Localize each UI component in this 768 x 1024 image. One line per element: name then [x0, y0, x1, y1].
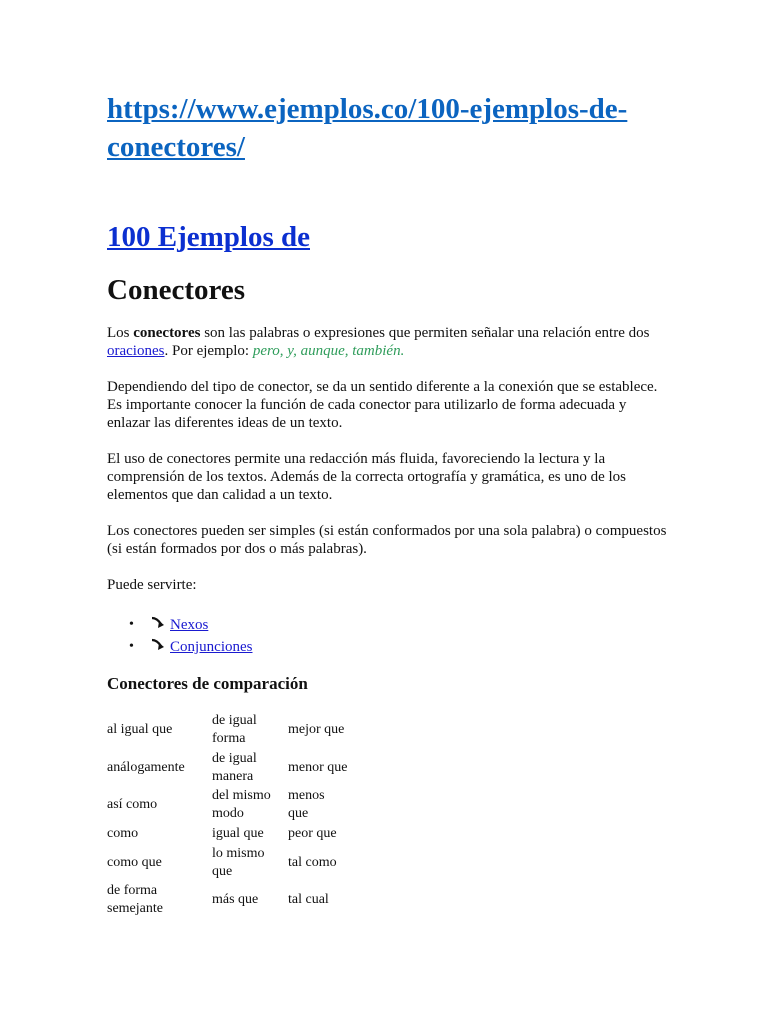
source-url-link[interactable]: https://www.ejemplos.co/100-ejemplos-de-conectores/ [107, 93, 628, 163]
page-title-link[interactable]: 100 Ejemplos de [107, 221, 310, 253]
paragraph-simples-compuestos: Los conectores pueden ser simples (si están conformados por una sola palabra) o compuestos (si están formados por dos o más palabras). [107, 523, 667, 557]
table-cell: como [107, 826, 139, 841]
table-cell: de forma semejante [107, 883, 163, 916]
table-cell: tal cual [288, 892, 329, 907]
table-cell: lo mismo que [212, 845, 265, 879]
intro-middle: son las palabras o expresiones que permiten señalar una relación entre dos [200, 325, 650, 341]
bullet-icon: • [129, 617, 134, 632]
section-heading-comparacion: Conectores de comparación [107, 674, 308, 693]
table-cell: como que [107, 854, 162, 870]
intro-examples: pero, y, aunque, también. [252, 343, 405, 359]
table-cell: al igual que [107, 722, 173, 737]
table-row [107, 749, 368, 786]
table-row [107, 711, 368, 749]
table-row [107, 824, 368, 844]
connectors-table [107, 711, 368, 919]
table-cell: tal como [288, 854, 337, 870]
intro-prefix: Los [107, 325, 134, 341]
curved-arrow-icon [151, 638, 169, 652]
related-link-nexos[interactable]: Nexos [170, 617, 209, 633]
table-cell: más que [212, 892, 259, 907]
intro-bold-word: conectores [133, 325, 201, 341]
paragraph-tipo-conector: Dependiendo del tipo de conector, se da un sentido diferente a la conexión que se establece. Es importante conocer la función de cada conector para utilizarlo de forma adecuada y enlazar las diferentes ideas de un texto. [107, 379, 658, 431]
table-cell [288, 786, 368, 824]
source-url-heading [107, 90, 667, 166]
table-cell: de igual manera [212, 750, 257, 784]
paragraph-puede-servirte: Puede servirte: [107, 577, 197, 593]
table-cell: mejor que [288, 722, 345, 737]
table-cell: peor que [288, 826, 337, 841]
table-cell: análogamente [107, 759, 185, 775]
table-cell: de igual forma [212, 713, 257, 746]
table-row [107, 786, 368, 824]
oraciones-link[interactable]: oraciones [107, 343, 165, 359]
intro-after-link: . Por ejemplo: [164, 343, 253, 359]
intro-paragraph [107, 324, 667, 360]
related-link-conjunciones[interactable]: Conjunciones [170, 639, 253, 655]
paragraph-uso-conectores: El uso de conectores permite una redacción más fluida, favoreciendo la lectura y la comprensión de los textos. Además de la correcta ortografía y gramática, es uno de los elementos que dan calidad a un texto. [107, 451, 626, 503]
list-item [107, 636, 253, 658]
table-cell: igual que [212, 826, 264, 841]
curved-arrow-icon [151, 616, 169, 630]
list-item [107, 614, 253, 636]
page-title-line1 [107, 218, 310, 256]
table-row [107, 844, 368, 881]
table-cell-text: menos que [288, 788, 325, 821]
table-row [107, 881, 368, 919]
related-links-list [107, 614, 253, 658]
table-cell: menor que [288, 759, 348, 775]
bullet-icon: • [129, 639, 134, 654]
page-title-text: Conectores [107, 274, 245, 306]
table-cell: así como [107, 797, 158, 812]
page-title-line2 [107, 271, 245, 309]
table-cell: del mismo modo [212, 788, 271, 821]
